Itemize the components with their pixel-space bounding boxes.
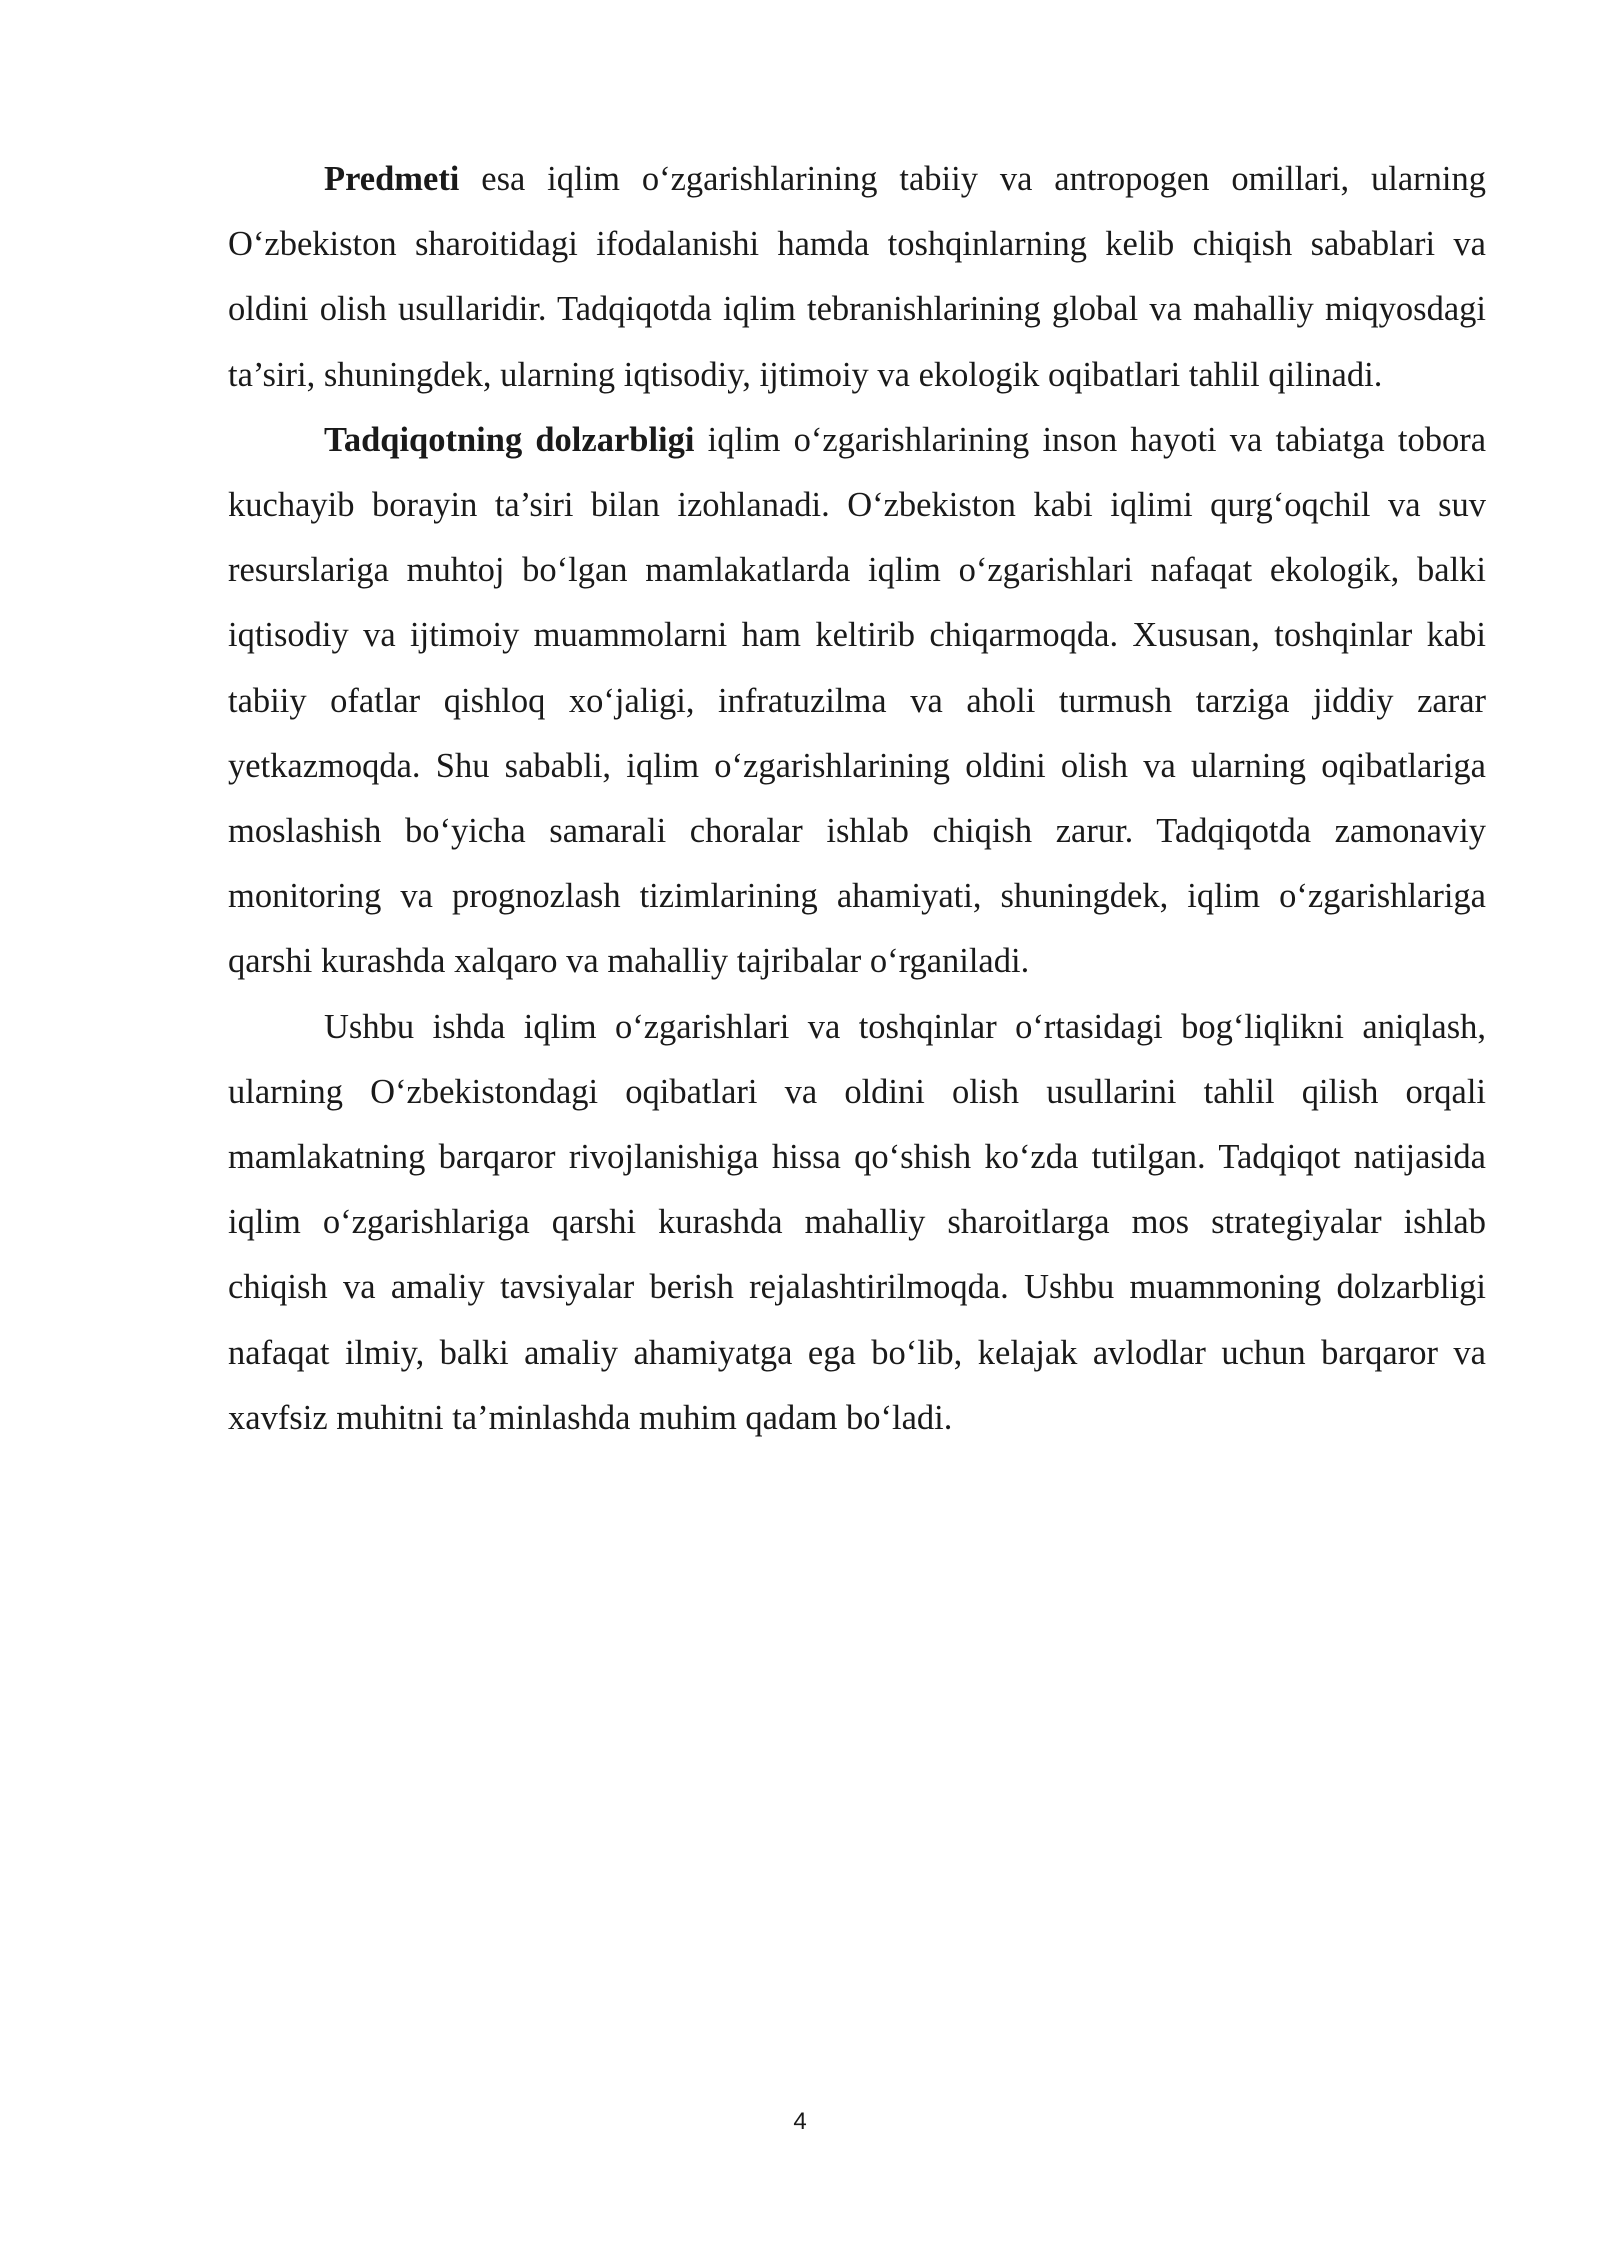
paragraph-lead-subject: Predmeti: [324, 160, 460, 198]
paragraph-relevance: [228, 408, 1486, 995]
paragraph-body-purpose: Ushbu ishda iqlim o‘zgarishlari va toshqinlar o‘rtasidagi bog‘liqlikni aniqlash, ularning O‘zbekistondagi oqibatlari va oldini olish usullarini tahlil qilish orqali mamlakatning barqaror rivojlanishiga hissa qo‘shish ko‘zda tutilgan. Tadqiqot natijasida iqlim o‘zgarishlariga qarshi kurashda mahalliy sharoitlarga mos strategiyalar ishlab chiqish va amaliy tavsiyalar berish rejalashtirilmoqda. Ushbu muammoning dolzarbligi nafaqat ilmiy, balki amaliy ahamiyatga ega bo‘lib, kelajak avlodlar uchun barqaror va xavfsiz muhitni ta’minlashda muhim qadam bo‘ladi.: [228, 1007, 1486, 1437]
page-number: 4: [793, 2108, 807, 2135]
paragraph-purpose: [228, 995, 1486, 1451]
paragraph-lead-relevance: Tadqiqotning dolzarbligi: [324, 420, 695, 459]
paragraph-body-subject: esa iqlim o‘zgarishlarining tabiiy va antropogen omillari, ularning O‘zbekiston sharoitidagi ifodalanishi hamda toshqinlarning kelib chiqish sabablari va oldini olish usullaridir. Tadqiqotda iqlim tebranishlarining global va mahalliy miqyosdagi ta’siri, shuningdek, ularning iqtisodiy, ijtimoiy va ekologik oqibatlari tahlil qilinadi.: [228, 160, 1486, 394]
paragraph-body-relevance: iqlim o‘zgarishlarining inson hayoti va tabiatga tobora kuchayib borayin ta’siri bilan izohlanadi. O‘zbekiston kabi iqlimi qurg‘oqchil va suv resurslariga muhtoj bo‘lgan mamlakatlarda iqlim o‘zgarishlari nafaqat ekologik, balki iqtisodiy va ijtimoiy muammolarni ham keltirib chiqarmoqda. Xususan, toshqinlar kabi tabiiy ofatlar qishloq xo‘jaligi, infratuzilma va aholi turmush tarziga jiddiy zarar yetkazmoqda. Shu sababli, iqlim o‘zgarishlarining oldini olish va ularning oqibatlariga moslashish bo‘yicha samarali choralar ishlab chiqish zarur. Tadqiqotda zamonaviy monitoring va prognozlash tizimlarining ahamiyati, shuningdek, iqlim o‘zgarishlariga qarshi kurashda xalqaro va mahalliy tajribalar o‘rganiladi.: [228, 420, 1487, 981]
paragraph-subject: [228, 147, 1486, 408]
body-text: [228, 147, 1486, 1451]
